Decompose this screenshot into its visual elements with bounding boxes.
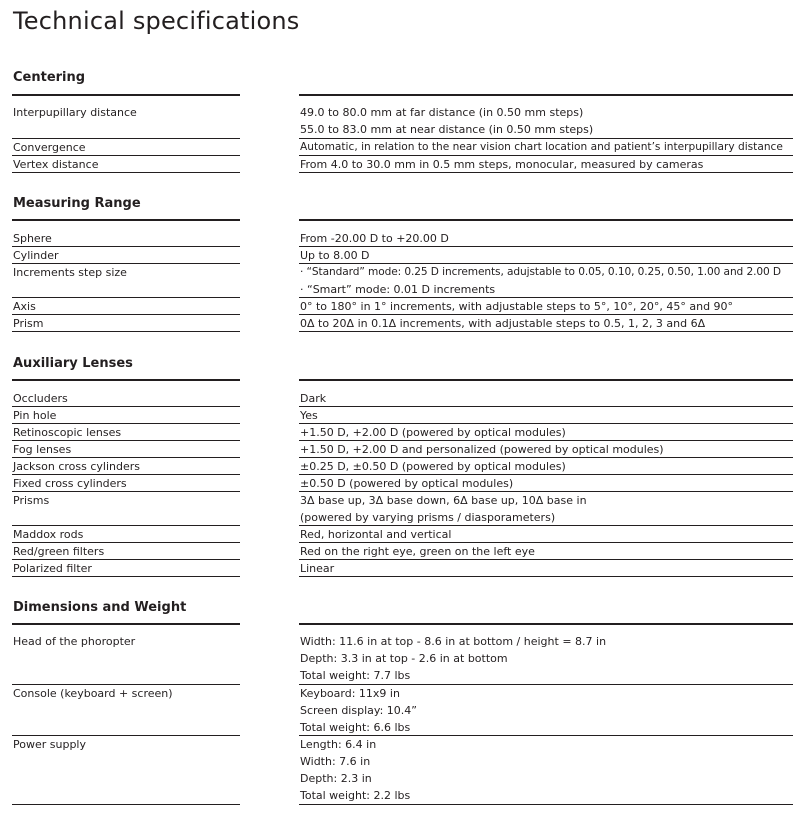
section-rule xyxy=(12,94,240,96)
spec-label xyxy=(12,424,240,441)
spec-label xyxy=(12,264,240,298)
spec-label-text: Occluders xyxy=(13,392,68,405)
spec-row-jackson-cross-cylinders xyxy=(0,458,806,475)
spec-label xyxy=(12,685,240,736)
section-rule xyxy=(12,623,240,625)
spec-label-text: Cylinder xyxy=(13,249,59,262)
spec-row-axis xyxy=(0,298,806,315)
spec-value-line: Depth: 3.3 in at top - 2.6 in at bottom xyxy=(300,652,508,665)
spec-value xyxy=(299,230,793,247)
spec-value-line: Total weight: 6.6 lbs xyxy=(300,721,411,734)
spec-label-text: Red/green filters xyxy=(13,545,105,558)
spec-row-pin-hole xyxy=(0,407,806,424)
spec-value-line: From -20.00 D to +20.00 D xyxy=(300,232,449,245)
spec-row-retinoscopic-lenses xyxy=(0,424,806,441)
spec-label xyxy=(12,543,240,560)
spec-label-text: Maddox rods xyxy=(13,528,84,541)
section-rule xyxy=(12,219,240,221)
spec-row-occluders xyxy=(0,390,806,407)
spec-row-red-green-filters xyxy=(0,543,806,560)
spec-row-increments-step-size xyxy=(0,264,806,298)
spec-value-line: Up to 8.00 D xyxy=(300,249,370,262)
spec-value-line: From 4.0 to 30.0 mm in 0.5 mm steps, monocular, measured by cameras xyxy=(300,158,704,171)
spec-value-line: +1.50 D, +2.00 D (powered by optical modules) xyxy=(300,426,566,439)
spec-value xyxy=(299,298,793,315)
spec-label-text: Console (keyboard + screen) xyxy=(13,687,173,700)
spec-value-line: · “Smart” mode: 0.01 D increments xyxy=(300,283,496,296)
spec-value-line: Yes xyxy=(300,409,318,422)
section-rule xyxy=(299,219,793,221)
spec-label xyxy=(12,139,240,156)
spec-value xyxy=(299,492,793,526)
section-rule xyxy=(299,94,793,96)
spec-value-line: Red on the right eye, green on the left eye xyxy=(300,545,535,558)
spec-value xyxy=(299,139,793,156)
spec-row-fog-lenses xyxy=(0,441,806,458)
spec-value-line: 55.0 to 83.0 mm at near distance (in 0.50 mm steps) xyxy=(300,123,594,136)
spec-label-text: Increments step size xyxy=(13,266,127,279)
spec-label-text: Retinoscopic lenses xyxy=(13,426,122,439)
section-rule xyxy=(299,623,793,625)
spec-label xyxy=(12,736,240,805)
spec-label xyxy=(12,407,240,424)
spec-label xyxy=(12,458,240,475)
spec-label xyxy=(12,247,240,264)
spec-value xyxy=(299,156,793,173)
spec-label-text: Prisms xyxy=(13,494,50,507)
spec-value-line: (powered by varying prisms / diasporameters) xyxy=(300,511,556,524)
spec-row-maddox-rods xyxy=(0,526,806,543)
spec-label xyxy=(12,526,240,543)
spec-rows xyxy=(0,230,806,332)
spec-value-line: ±0.25 D, ±0.50 D (powered by optical modules) xyxy=(300,460,566,473)
spec-value-line: Width: 7.6 in xyxy=(300,755,371,768)
section-rule xyxy=(299,379,793,381)
spec-value xyxy=(299,560,793,577)
spec-value xyxy=(299,526,793,543)
spec-value xyxy=(299,736,793,805)
spec-value xyxy=(299,441,793,458)
spec-value-line: 49.0 to 80.0 mm at far distance (in 0.50 mm steps) xyxy=(300,106,584,119)
spec-value xyxy=(299,315,793,332)
page-title: Technical specifications xyxy=(13,7,300,35)
spec-value xyxy=(299,424,793,441)
spec-value-line: Total weight: 7.7 lbs xyxy=(300,669,411,682)
spec-label xyxy=(12,156,240,173)
section-heading: Dimensions and Weight xyxy=(13,600,187,615)
spec-row-fixed-cross-cylinders xyxy=(0,475,806,492)
spec-value xyxy=(299,407,793,424)
spec-value-line: 0Δ to 20Δ in 0.1Δ increments, with adjustable steps to 0.5, 1, 2, 3 and 6Δ xyxy=(300,317,706,330)
spec-label-text: Fixed cross cylinders xyxy=(13,477,127,490)
spec-label-text: Vertex distance xyxy=(13,158,99,171)
spec-value-line: Linear xyxy=(300,562,335,575)
spec-value-line: 0° to 180° in 1° increments, with adjustable steps to 5°, 10°, 20°, 45° and 90° xyxy=(300,300,734,313)
spec-row-console xyxy=(0,685,806,736)
spec-label xyxy=(12,230,240,247)
spec-row-interpupillary-distance xyxy=(0,104,806,139)
spec-label xyxy=(12,441,240,458)
section-rule xyxy=(12,379,240,381)
spec-label-text: Pin hole xyxy=(13,409,57,422)
spec-value xyxy=(299,247,793,264)
spec-value xyxy=(299,390,793,407)
spec-label-text: Convergence xyxy=(13,141,86,154)
spec-label-text: Fog lenses xyxy=(13,443,72,456)
spec-label-text: Interpupillary distance xyxy=(13,106,137,119)
spec-value-line: Width: 11.6 in at top - 8.6 in at bottom / height = 8.7 in xyxy=(300,635,607,648)
spec-row-sphere xyxy=(0,230,806,247)
spec-value-line: Dark xyxy=(300,392,327,405)
spec-label xyxy=(12,633,240,685)
spec-value xyxy=(299,633,793,685)
spec-value-line: Depth: 2.3 in xyxy=(300,772,372,785)
spec-value-line: Automatic, in relation to the near vision chart location and patient’s interpupillary distance xyxy=(300,141,783,153)
spec-label xyxy=(12,560,240,577)
spec-value-line: Screen display: 10.4” xyxy=(300,704,417,717)
spec-label-text: Axis xyxy=(13,300,36,313)
spec-row-convergence xyxy=(0,139,806,156)
spec-value-line: +1.50 D, +2.00 D and personalized (powered by optical modules) xyxy=(300,443,664,456)
spec-rows xyxy=(0,104,806,173)
spec-label-text: Polarized filter xyxy=(13,562,92,575)
spec-row-cylinder xyxy=(0,247,806,264)
spec-value-line: ±0.50 D (powered by optical modules) xyxy=(300,477,514,490)
spec-label xyxy=(12,475,240,492)
spec-row-head-of-the-phoropter xyxy=(0,633,806,685)
spec-label xyxy=(12,298,240,315)
spec-row-polarized-filter xyxy=(0,560,806,577)
spec-label xyxy=(12,315,240,332)
section-heading: Measuring Range xyxy=(13,196,141,211)
spec-value-line: 3Δ base up, 3Δ base down, 6Δ base up, 10Δ base in xyxy=(300,494,587,507)
spec-rows xyxy=(0,633,806,805)
spec-value-line: · “Standard” mode: 0.25 D increments, adujstable to 0.05, 0.10, 0.25, 0.50, 1.00 and 2.00 D xyxy=(300,266,781,278)
spec-value xyxy=(299,458,793,475)
section-heading: Centering xyxy=(13,70,86,85)
spec-label xyxy=(12,492,240,526)
spec-rows xyxy=(0,390,806,577)
spec-value-line: Red, horizontal and vertical xyxy=(300,528,452,541)
spec-label-text: Prism xyxy=(13,317,44,330)
spec-row-prisms xyxy=(0,492,806,526)
spec-row-power-supply xyxy=(0,736,806,805)
spec-value xyxy=(299,475,793,492)
spec-value xyxy=(299,104,793,139)
spec-label-text: Sphere xyxy=(13,232,52,245)
spec-value xyxy=(299,685,793,736)
spec-label xyxy=(12,390,240,407)
spec-value xyxy=(299,264,793,298)
spec-label-text: Power supply xyxy=(13,738,86,751)
spec-value-line: Keyboard: 11x9 in xyxy=(300,687,400,700)
section-heading: Auxiliary Lenses xyxy=(13,356,133,371)
spec-value xyxy=(299,543,793,560)
spec-label-text: Head of the phoropter xyxy=(13,635,136,648)
spec-row-vertex-distance xyxy=(0,156,806,173)
spec-value-line: Length: 6.4 in xyxy=(300,738,377,751)
spec-row-prism xyxy=(0,315,806,332)
spec-label-text: Jackson cross cylinders xyxy=(13,460,140,473)
spec-value-line: Total weight: 2.2 lbs xyxy=(300,789,411,802)
spec-label xyxy=(12,104,240,139)
